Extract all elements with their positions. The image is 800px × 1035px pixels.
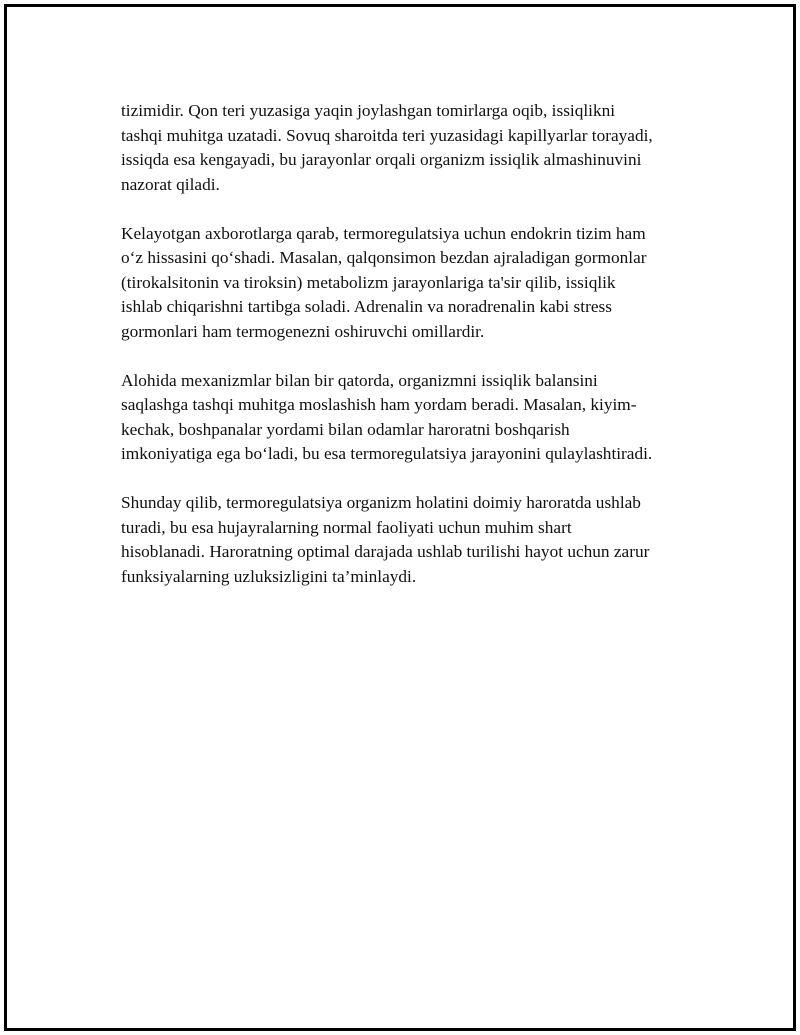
paragraph-4: Shunday qilib, termoregulatsiya organizm holatini doimiy haroratda ushlab turadi, bu esa hujayralarning normal faoliyati uchun muhim shart hisoblanadi. Haroratning optimal darajada ushlab turilishi hayot uchun zarur funksiyalarning uzluksizligini ta’minlaydi. — [121, 493, 650, 586]
paragraph-3: Alohida mexanizmlar bilan bir qatorda, organizmni issiqlik balansini saqlashga tashqi muhitga moslashish ham yordam beradi. Masalan, kiyim- kechak, boshpanalar yordami bilan odamlar haroratni boshqarish imkoniyatiga ega bo‘ladi, bu esa termoregulatsiya jarayonini qulaylashtiradi. — [121, 370, 653, 463]
document-body — [121, 99, 701, 614]
paragraph-2: Kelayotgan axborotlarga qarab, termoregulatsiya uchun endokrin tizim ham o‘z hissasini qo‘shadi. Masalan, qalqonsimon bezdan ajraladigan gormonlar (tirokalsitonin va tiroksin) metabolizm jarayonlariga ta'sir qilib, issiqlik ishlab chiqarishni tartibga soladi. Adrenalin va noradrenalin kabi stress gormonlari ham termogenezni oshiruvchi omillardir. — [121, 223, 647, 341]
paragraph-1: tizimidir. Qon teri yuzasiga yaqin joylashgan tomirlarga oqib, issiqlikni tashqi muhitga uzatadi. Sovuq sharoitda teri yuzasidagi kapillyarlar torayadi, issiqda esa kengayadi, bu jarayonlar orqali organizm issiqlik almashinuvini nazorat qiladi. — [121, 101, 653, 194]
page-border — [4, 4, 796, 1031]
